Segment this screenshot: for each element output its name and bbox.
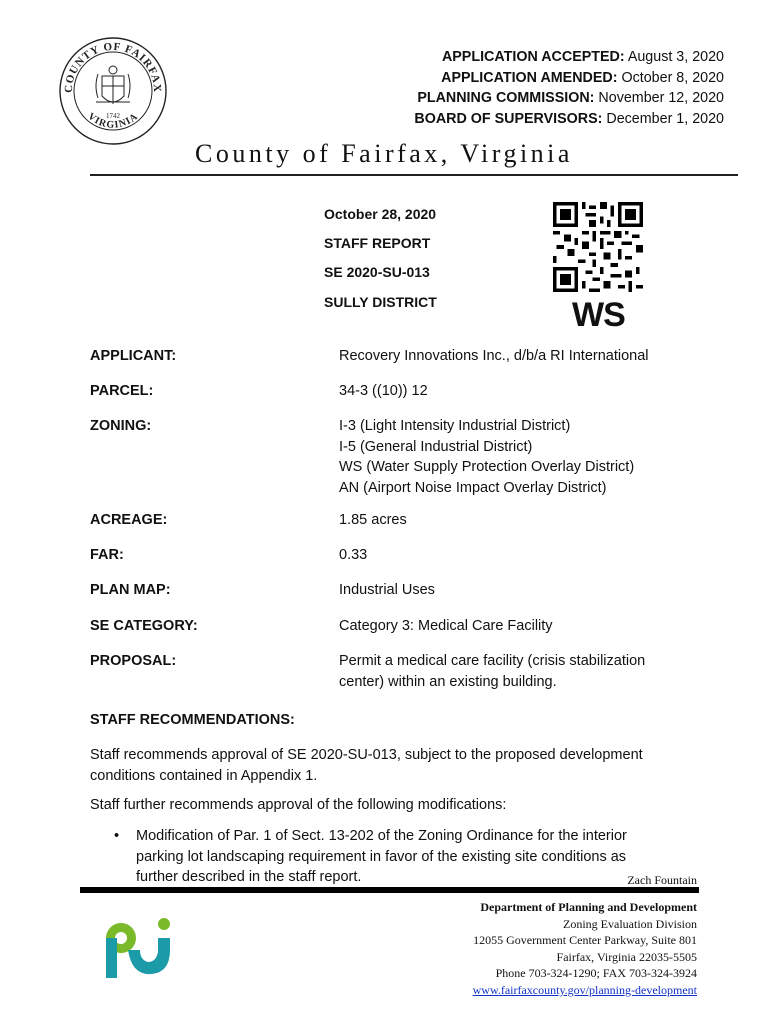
acreage-value: 1.85 acres (339, 512, 407, 528)
header-divider (90, 174, 738, 176)
proposal-label: PROPOSAL: (90, 653, 177, 669)
county-title: County of Fairfax, Virginia (195, 139, 573, 168)
bullet-marker: • (114, 828, 120, 844)
zoning-value: I-3 (Light Intensity Industrial District) I-5 (General Industrial District) WS (Water Supply Protection Overlay District) AN (Airport Noise Impact Overlay District) (339, 418, 635, 496)
modifications-intro: Staff further recommends approval of the following modifications: (90, 797, 507, 813)
parcel-value: 34-3 ((10)) 12 (339, 383, 428, 399)
plan-map-label: PLAN MAP: (90, 582, 171, 598)
date-board-of-supervisors: BOARD OF SUPERVISORS: December 1, 2020 (414, 110, 724, 127)
seal-top-text: COUNTY OF FAIRFAX (62, 40, 164, 94)
far-value: 0.33 (339, 547, 368, 563)
zoning-label: ZONING: (90, 418, 152, 434)
footer-website-link[interactable]: www.fairfaxcounty.gov/planning-development (472, 982, 697, 997)
plan-map-value: Industrial Uses (339, 582, 435, 598)
seal-year: 1742 (106, 112, 120, 120)
seal-bottom-text: VIRGINIA (85, 110, 141, 131)
county-seal (58, 36, 168, 146)
se-category-label: SE CATEGORY: (90, 618, 198, 634)
report-type: STAFF REPORT (324, 235, 431, 252)
parcel-label: PARCEL: (90, 383, 154, 399)
date-planning-commission: PLANNING COMMISSION: November 12, 2020 (417, 90, 724, 106)
date-accepted: APPLICATION ACCEPTED: August 3, 2020 (441, 49, 724, 65)
date-amended: APPLICATION AMENDED: October 8, 2020 (441, 69, 724, 86)
recommendations-heading: STAFF RECOMMENDATIONS: (90, 712, 295, 728)
report-district: SULLY DISTRICT (324, 293, 437, 310)
footer-department: Department of Planning and Development (480, 900, 697, 914)
applicant-value: Recovery Innovations Inc., d/b/a RI International (339, 348, 649, 364)
se-category-value: Category 3: Medical Care Facility (339, 618, 553, 634)
district-badge: WS (572, 296, 625, 334)
report-date: October 28, 2020 (324, 206, 437, 222)
report-identification (324, 206, 437, 323)
acreage-label: ACREAGE: (90, 512, 168, 528)
modification-item: Modification of Par. 1 of Sect. 13-202 of the Zoning Ordinance for the interior parking lot landscaping requirement in favor of the existing site conditions as further described in the staff report. (136, 828, 627, 885)
recommendation-paragraph: Staff recommends approval of SE 2020-SU-013, subject to the proposed development conditions contained in Appendix 1. (90, 747, 643, 784)
footer-address: 12055 Government Center Parkway, Suite 801 (473, 933, 697, 948)
department-logo (100, 916, 175, 980)
footer-phone: Phone 703-324-1290; FAX 703-324-3924 (495, 966, 697, 981)
footer-divider (80, 887, 699, 893)
report-case-number: SE 2020-SU-013 (324, 264, 430, 281)
footer-contact (473, 899, 697, 999)
footer-city: Fairfax, Virginia 22035-5505 (556, 949, 697, 964)
header-dates (414, 47, 724, 129)
qr-code (553, 202, 643, 292)
footer-division: Zoning Evaluation Division (563, 916, 697, 931)
applicant-label: APPLICANT: (90, 348, 177, 364)
far-label: FAR: (90, 547, 124, 563)
proposal-value: Permit a medical care facility (crisis stabilization center) within an existing building. (339, 653, 646, 690)
signer-name: Zach Fountain (627, 873, 697, 887)
